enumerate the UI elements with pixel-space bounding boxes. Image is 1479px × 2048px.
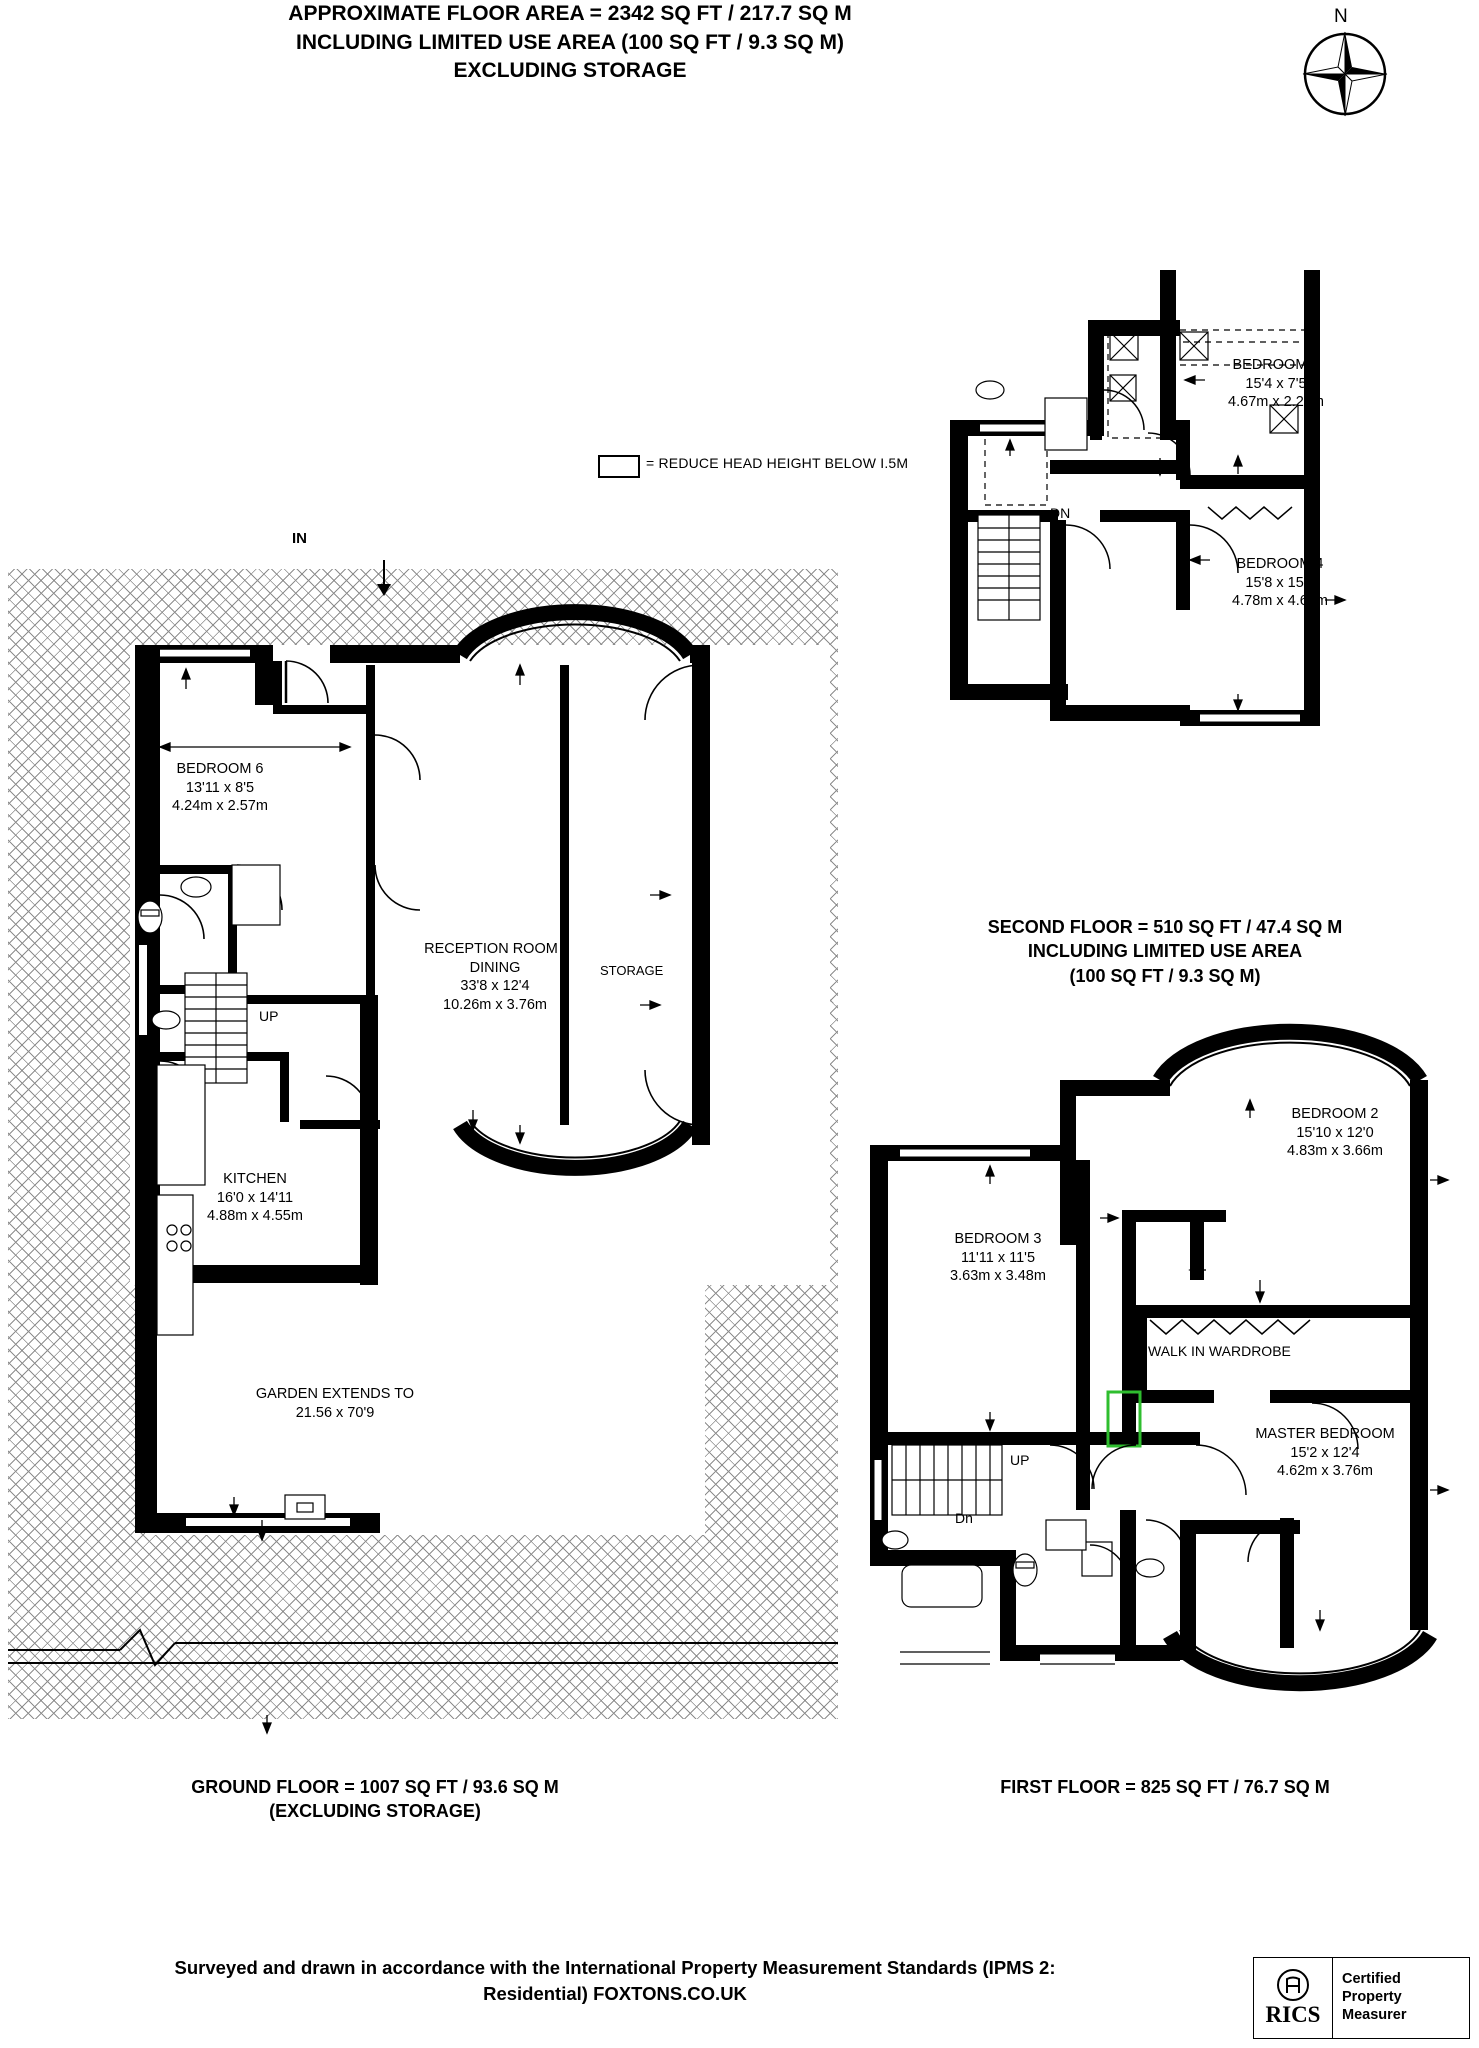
entry-label: IN: [292, 530, 307, 547]
room-imperial: 15'10 x 12'0: [1296, 1124, 1374, 1141]
room-imperial: 11'11 x 11'5: [960, 1249, 1036, 1266]
room-name: MASTER BEDROOM: [1255, 1426, 1395, 1442]
room-imperial: 16'0 x 14'11: [216, 1189, 294, 1206]
rics-certified-badge: [1253, 1957, 1470, 2039]
room-imperial: 33'8 x 12'4: [460, 978, 530, 995]
caption-line-1: FIRST FLOOR = 825 SQ FT / 76.7 SQ M: [1000, 1777, 1330, 1797]
room-bedroom-3: [898, 1230, 1098, 1286]
rics-wordmark: RICS: [1265, 2002, 1321, 2027]
stairs-dn-label: Dn: [955, 1510, 973, 1526]
title-line-2: INCLUDING LIMITED USE AREA (100 SQ FT / 9.3 SQ M): [296, 30, 844, 54]
ground-floor-caption: [60, 1775, 690, 1824]
room-name: BEDROOM 2: [1291, 1106, 1379, 1122]
room-imperial: 15'4 x 7'5: [1245, 375, 1307, 392]
rics-cert-line-2: Property: [1342, 1989, 1402, 2006]
room-bedroom-4: [1180, 555, 1380, 611]
room-metric: 3.63m x 3.48m: [950, 1268, 1046, 1285]
caption-line-2: INCLUDING LIMITED USE AREA: [1027, 941, 1303, 962]
ground-floor-plan: [0, 530, 850, 1735]
caption-line-3: (100 SQ FT / 9.3 SQ M): [1069, 965, 1261, 986]
room-metric: 4.83m x 3.66m: [1287, 1143, 1383, 1160]
stairs-up-label: UP: [1010, 1452, 1030, 1468]
rics-cert-line-3: Measurer: [1342, 2006, 1407, 2023]
rics-crest-icon: [1276, 1968, 1310, 2002]
room-master-bedroom: [1200, 1425, 1450, 1481]
room-metric: 4.24m x 2.57m: [172, 798, 268, 815]
room-reception-dining: [370, 940, 620, 1014]
footer-line-1: Surveyed and drawn in accordance with the International Property Measurement Standards (IPMS 2:: [174, 1957, 1056, 1978]
room-name: BEDROOM 3: [954, 1231, 1042, 1247]
compass-icon: [1290, 12, 1400, 122]
walk-in-wardrobe-label: WALK IN WARDROBE: [1148, 1343, 1291, 1359]
footer-text: [0, 1955, 1230, 2006]
entrance-arrow-icon: [372, 558, 396, 598]
room-name: RECEPTION ROOM /: [424, 941, 566, 957]
garden-line-2: 21.56 x 70'9: [295, 1404, 375, 1421]
legend-swatch-reduced-head-height: [598, 455, 640, 478]
footer-line-2: Residential) FOXTONS.CO.UK: [483, 1982, 747, 2004]
room-kitchen: [140, 1170, 370, 1226]
room-name: BEDROOM 4: [1236, 556, 1324, 572]
rics-cert-line-1: Certified: [1342, 1971, 1401, 1988]
room-metric: 4.88m x 4.55m: [207, 1208, 303, 1225]
room-imperial: 15'8 x 15'4: [1245, 574, 1315, 591]
page-title: [0, 0, 1140, 86]
caption-line-2: (EXCLUDING STORAGE): [269, 1801, 481, 1822]
title-line-3: EXCLUDING STORAGE: [453, 59, 687, 83]
caption-line-1: SECOND FLOOR = 510 SQ FT / 47.4 SQ M: [987, 917, 1343, 937]
room-imperial: 13'11 x 8'5: [185, 779, 255, 796]
room-bedroom-5: [1176, 356, 1376, 412]
stairs-up-label: UP: [259, 1008, 279, 1024]
room-name: KITCHEN: [223, 1171, 287, 1187]
garden-line-1: GARDEN EXTENDS TO: [255, 1386, 415, 1402]
second-floor-drawing: [860, 270, 1479, 880]
room-metric: 4.62m x 3.76m: [1277, 1463, 1373, 1480]
second-floor-plan: [860, 270, 1479, 880]
room-metric: 4.67m x 2.26m: [1228, 394, 1324, 411]
room-bedroom-6: [110, 760, 330, 816]
room-metric: 4.78m x 4.67m: [1232, 593, 1328, 610]
room-imperial: 15'2 x 12'4: [1290, 1444, 1360, 1461]
compass-rose: [1290, 6, 1400, 122]
rics-logo: [1254, 1958, 1333, 2038]
ground-floor-drawing: [0, 565, 850, 1735]
first-floor-plan: [850, 1020, 1479, 1740]
storage-label: STORAGE: [600, 963, 664, 978]
second-floor-caption: [845, 915, 1479, 988]
room-name: BEDROOM 5: [1232, 357, 1320, 373]
garden-note: [185, 1385, 485, 1423]
room-bedroom-2: [1230, 1105, 1440, 1161]
compass-north-label: N: [1334, 6, 1348, 27]
first-floor-caption: [845, 1775, 1479, 1799]
room-name: BEDROOM 6: [176, 761, 264, 777]
stairs-dn-label: DN: [1050, 505, 1071, 521]
room-metric: 10.26m x 3.76m: [443, 996, 547, 1013]
rics-cert-text: [1333, 1958, 1469, 2038]
room-name-2: DINING: [469, 959, 521, 976]
caption-line-1: GROUND FLOOR = 1007 SQ FT / 93.6 SQ M: [191, 1777, 559, 1797]
legend-label: = REDUCE HEAD HEIGHT BELOW I.5M: [646, 455, 909, 471]
legend: [598, 455, 909, 478]
title-line-1: APPROXIMATE FLOOR AREA = 2342 SQ FT / 217.7 SQ M: [288, 2, 852, 25]
